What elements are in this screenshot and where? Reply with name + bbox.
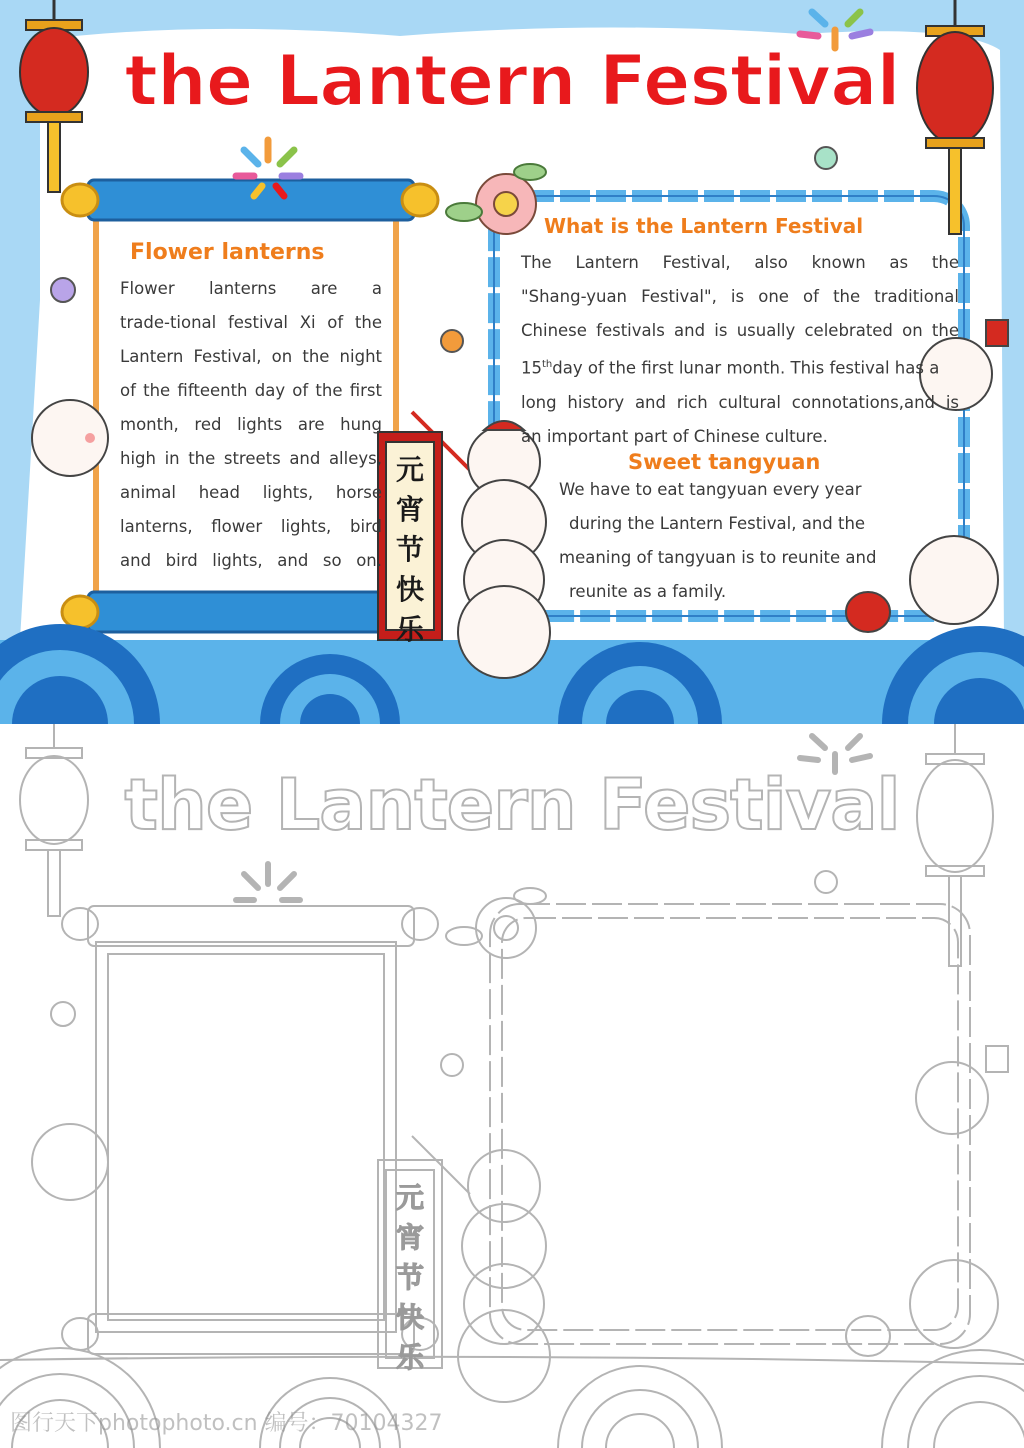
text-line: lanterns, flower lights, bird [120, 517, 382, 536]
small-purple-flower [51, 278, 75, 302]
text-line: reunite as a family. [569, 582, 727, 601]
outline-page-title: the Lantern Festival [124, 764, 900, 846]
page-title: the Lantern Festival [124, 40, 900, 122]
coloring-page-outline [0, 724, 1024, 1448]
text-line: Lantern Festival, on the night [120, 347, 382, 366]
banner-character: 乐 [395, 613, 424, 646]
banner-character: 快 [395, 573, 424, 606]
lantern-festival-line: an important part of Chinese culture. [521, 426, 828, 446]
outline-mascot-right-bottom [846, 1260, 998, 1356]
lantern-festival-heading: What is the Lantern Festival [544, 214, 864, 238]
text-line: animal head lights, horse [120, 483, 382, 502]
text-line: We have to eat tangyuan every year [559, 480, 862, 499]
text-line: meaning of tangyuan is to reunite and [559, 548, 877, 567]
text-line: and bird lights, and so on. [120, 551, 382, 570]
outline-left-scroll [62, 906, 438, 1354]
flower-lanterns-heading: Flower lanterns [130, 240, 325, 265]
lantern-festival-line: Chinese festivals and is usually celebrated on the [521, 321, 959, 340]
day-number: 15 [521, 358, 542, 378]
outline-small-flower [51, 1002, 75, 1026]
banner-character: 元 [395, 1181, 424, 1214]
festival-banner-text [390, 450, 430, 650]
outline-small-flower [441, 1054, 463, 1076]
flower-lanterns-text [120, 272, 382, 578]
outline-small-flower [815, 871, 837, 893]
text-line: high in the streets and alleys, [120, 449, 382, 468]
outline-right-wavy-frame [490, 904, 970, 1344]
text-line: month, red lights are hung [120, 415, 382, 434]
sweet-tangyuan-heading: Sweet tangyuan [628, 450, 821, 474]
text-line: Flower lanterns are a [120, 279, 382, 298]
banner-character: 快 [395, 1301, 424, 1334]
text-line: of the fifteenth day of the first [120, 381, 382, 400]
banner-character: 节 [395, 1261, 424, 1294]
banner-character: 宵 [395, 1221, 424, 1254]
sweet-tangyuan-text [559, 473, 899, 609]
text-line: during the Lantern Festival, and the [569, 514, 866, 533]
banner-character: 节 [395, 533, 424, 566]
lantern-festival-line: "Shang-yuan Festival", is one of the traditional [521, 287, 959, 306]
text-line: trade-tional festival Xi of the [120, 313, 382, 332]
mascot-left [32, 400, 108, 476]
banner-character: 宵 [395, 493, 424, 526]
outline-mascot-right-top [916, 1046, 1008, 1134]
lantern-festival-text [521, 246, 959, 454]
banner-character: 乐 [395, 1341, 424, 1374]
outline-pink-flower [446, 888, 546, 958]
ordinal-suffix: th [542, 359, 553, 370]
tangyuan-stack [458, 421, 550, 678]
watermark-text: 图行天下photophoto.cn 编号：70104327 [10, 1411, 443, 1436]
small-green-flower [815, 147, 837, 169]
day-rest: day of the first lunar month. This festival has a [552, 358, 940, 378]
banner-character: 元 [395, 453, 424, 486]
small-orange-flower [441, 330, 463, 352]
outline-tangyuan-stack [458, 1150, 550, 1402]
outline-banner-text [390, 1178, 430, 1378]
lantern-festival-line [521, 348, 959, 386]
lantern-festival-line: The Lantern Festival, also known as the [521, 253, 959, 272]
lantern-festival-line: long history and rich cultural connotations,and is [521, 392, 959, 412]
outline-fireworks-center [236, 864, 300, 900]
